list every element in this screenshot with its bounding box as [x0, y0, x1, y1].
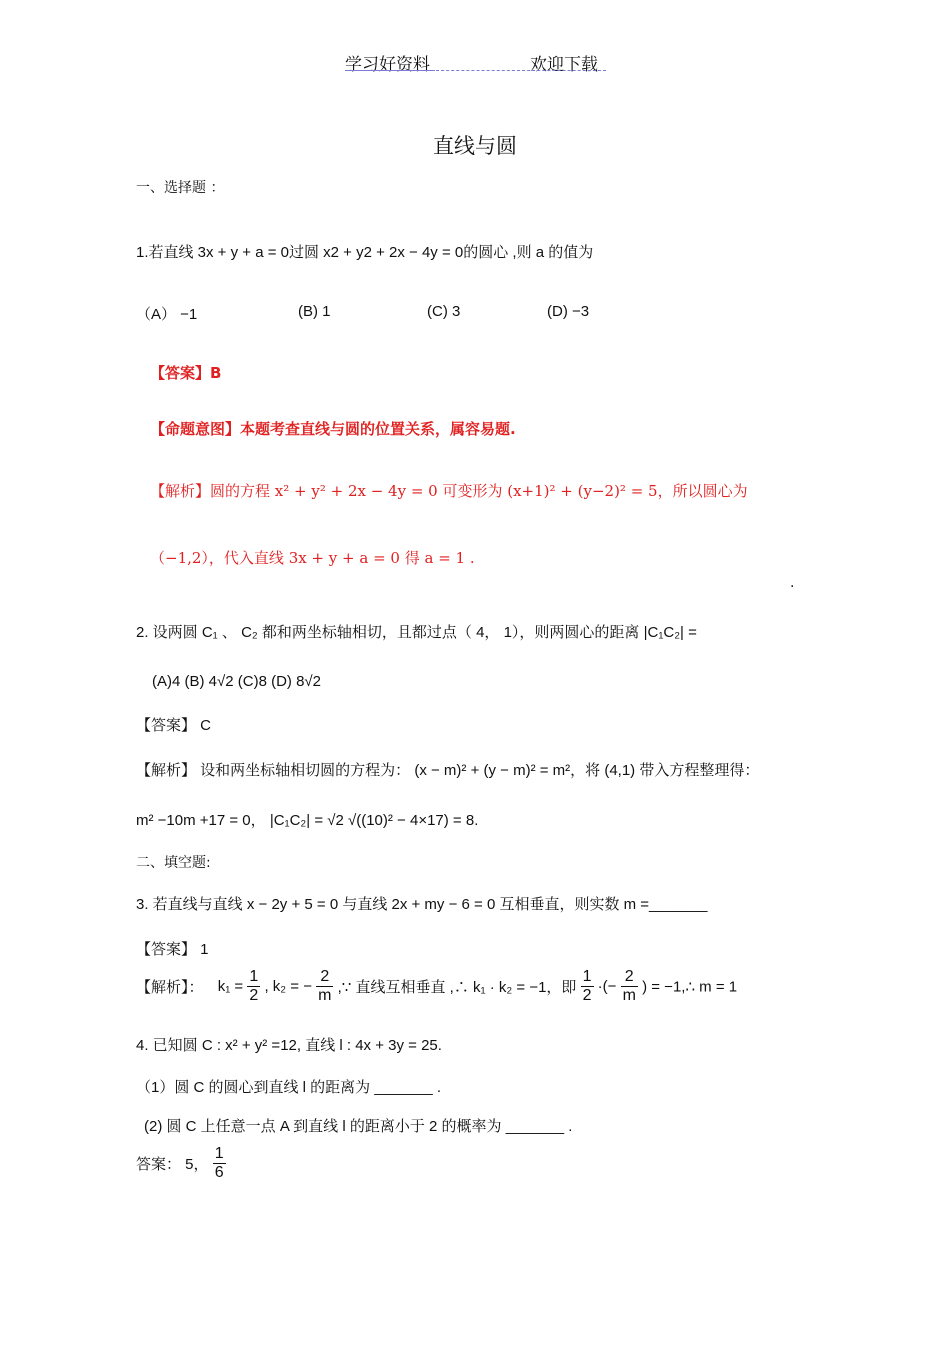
q1-stem: 1.若直线 3x + y + a = 0过圆 x2 + y2 + 2x − 4y = 0的圆心 ,则 a 的值为	[136, 244, 594, 261]
q3-fraction-2: $\frac{2}{m}$	[318, 968, 332, 1004]
section-choice-heading: 一、选择题 ：	[136, 180, 225, 196]
section-fill-heading: 二、填空题:	[136, 855, 211, 871]
q1-option-c: (C) 3	[427, 303, 461, 320]
q2-answer: 【答案】 C	[136, 717, 212, 734]
q3-fraction-1: $\frac{1}{2}$	[249, 968, 259, 1004]
q1-option-d: (D) −3	[547, 303, 590, 320]
q3-analysis-label: 【解析】：	[136, 979, 204, 996]
q3-k1: k₁ =	[217, 978, 244, 995]
q1-analysis-line1: 【解析】圆的方程 x² + y² + 2x − 4y = 0 可变形为 (x+1)² + (y−2)² = 5，所以圆心为	[150, 482, 748, 500]
end-dot: .	[790, 575, 795, 591]
q4-stem: 4. 已知圆 C : x² + y² =12, 直线 l : 4x + 3y = 25.	[136, 1037, 442, 1054]
q3-stem: 3. 若直线与直线 x − 2y + 5 = 0 与直线 2x + my − 6 = 0 互相垂直，则实数 m =_______	[136, 896, 708, 913]
q3-analysis	[136, 968, 737, 1005]
header-rule-right	[436, 70, 606, 71]
q3-k2: , k₂ = −	[264, 978, 312, 995]
q3-fraction-4: $\frac{2}{m}$	[622, 968, 636, 1004]
q3-fraction-3: $\frac{1}{2}$	[582, 968, 592, 1004]
q4-sub1: （1）圆 C 的圆心到直线 l 的距离为 _______ .	[136, 1079, 442, 1096]
page-title: 直线与圆	[433, 134, 517, 158]
q4-answer	[136, 1145, 226, 1182]
q1-intent: 【命题意图】本题考查直线与圆的位置关系，属容易题.	[150, 420, 516, 438]
q1-analysis-line2: （−1,2），代入直线 3x + y + a = 0 得 a = 1 .	[150, 549, 475, 567]
header-rule-left	[345, 70, 435, 71]
q2-analysis-line1: 【解析】 设和两坐标轴相切圆的方程为： (x − m)² + (y − m)² = m²，将 (4,1) 带入方程整理得：	[136, 762, 760, 779]
q4-answer-fraction: $\frac{1}{6}$	[214, 1145, 224, 1181]
q3-tail-2: ) = −1,∴ m = 1	[642, 978, 738, 996]
q1-answer: 【答案】B	[150, 364, 222, 382]
q4-answer-label: 答案： 5，	[136, 1156, 209, 1173]
q3-middle: ,∵ 直线互相垂直 ,∴ k₁ · k₂ = −1，即	[337, 979, 577, 996]
q2-stem: 2. 设两圆 C₁ 、 C₂ 都和两坐标轴相切，且都过点（ 4， 1），则两圆心的距离 |C₁C₂| =	[136, 624, 697, 641]
q3-answer: 【答案】 1	[136, 941, 209, 958]
header-left: 学习好资料	[345, 55, 430, 75]
header-right: 欢迎下载	[530, 55, 598, 75]
q3-tail-1: ·(−	[597, 978, 617, 995]
q2-options: (A)4 (B) 4√2 (C)8 (D) 8√2	[152, 673, 321, 690]
q4-sub2: (2) 圆 C 上任意一点 A 到直线 l 的距离小于 2 的概率为 _______ .	[144, 1118, 573, 1135]
q1-option-a: （A） −1	[136, 306, 198, 323]
q1-option-b: (B) 1	[298, 303, 331, 320]
q2-analysis-line2: m² −10m +17 = 0， |C₁C₂| = √2 √((10)² − 4×17) = 8.	[136, 812, 479, 829]
